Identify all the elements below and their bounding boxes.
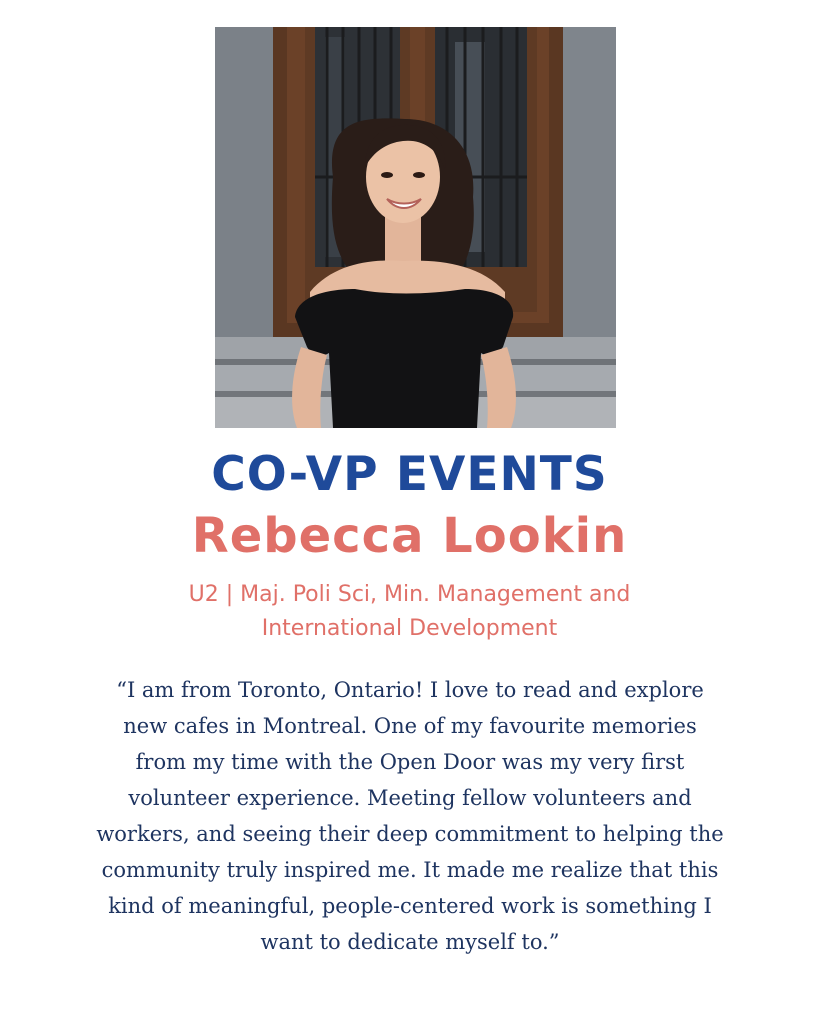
profile-photo <box>215 27 616 428</box>
person-name: Rebecca Lookin <box>191 508 628 564</box>
program-line-1: U2 | Maj. Poli Sci, Min. Management and <box>188 582 631 607</box>
bio-quote: “I am from Toronto, Ontario! I love to read and explore new cafes in Montreal. One of my favourite memories from my time with the Open Door was my very first volunteer experience. Meeting fellow volunteers and workers, and seeing their deep commitment to helping the community truly inspired me. It made me realize that this kind of meaningful, people-centered work is something I want to dedicate myself to.” <box>96 678 724 954</box>
portrait-illustration <box>215 27 616 428</box>
program-info <box>140 578 679 646</box>
program-line-2: International Development <box>261 616 558 641</box>
role-title: CO-VP EVENTS <box>211 447 608 502</box>
